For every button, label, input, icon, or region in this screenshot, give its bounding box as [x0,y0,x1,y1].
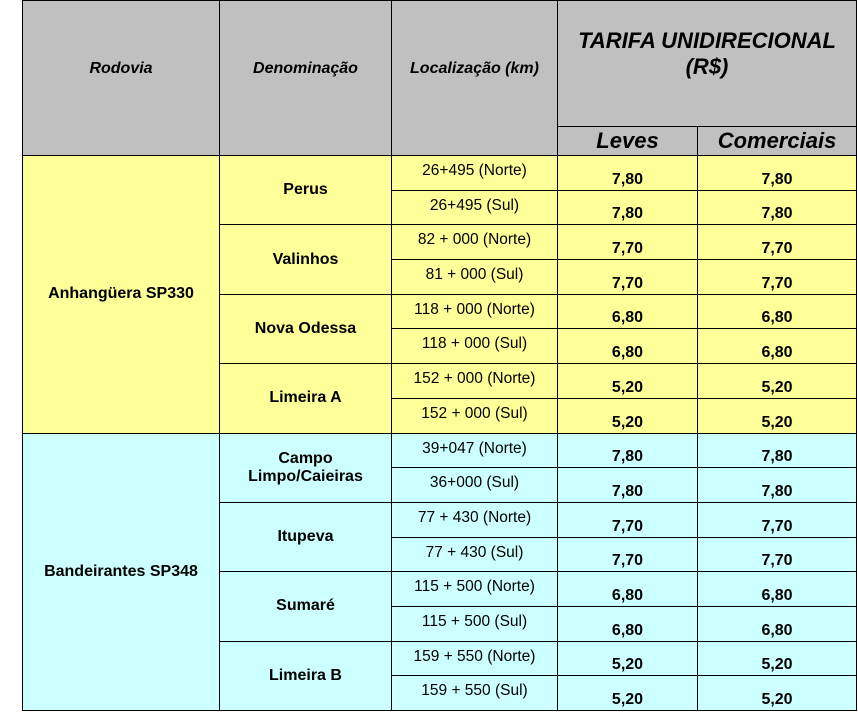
tarifa-comerciais-cell: 7,80 [698,190,857,225]
localizacao-cell: 36+000 (Sul) [392,468,558,503]
denominacao-cell: Perus [220,156,392,225]
tarifa-comerciais-cell: 7,80 [698,468,857,503]
localizacao-cell: 115 + 500 (Norte) [392,572,558,607]
tarifa-leves-cell: 6,80 [558,606,698,641]
denominacao-cell: Sumaré [220,572,392,641]
tarifa-comerciais-cell: 7,70 [698,537,857,572]
header-rodovia: Rodovia [23,1,220,156]
tarifa-comerciais-cell: 7,70 [698,225,857,260]
table-body [23,156,857,711]
tarifa-leves-cell: 5,20 [558,364,698,399]
tarifa-comerciais-cell: 6,80 [698,572,857,607]
tarifa-leves-cell: 7,80 [558,190,698,225]
tarifa-leves-cell: 7,70 [558,260,698,295]
localizacao-cell: 152 + 000 (Norte) [392,364,558,399]
tarifa-comerciais-cell: 6,80 [698,606,857,641]
tarifa-leves-cell: 5,20 [558,398,698,433]
denominacao-cell: Itupeva [220,502,392,571]
header-tarifa-title: TARIFA UNIDIRECIONAL [578,27,836,53]
localizacao-cell: 26+495 (Sul) [392,190,558,225]
tarifa-comerciais-cell: 7,80 [698,156,857,191]
denominacao-cell: Campo Limpo/Caieiras [220,433,392,502]
localizacao-cell: 118 + 000 (Norte) [392,294,558,329]
tarifa-leves-cell: 7,70 [558,502,698,537]
table-row [23,156,857,191]
rodovia-cell: Anhangüera SP330 [23,156,220,434]
tarifa-comerciais-cell: 7,80 [698,433,857,468]
header-row [23,1,857,127]
header-leves: Leves [558,127,698,156]
denominacao-cell: Limeira A [220,364,392,433]
tarifa-leves-cell: 7,70 [558,537,698,572]
tarifa-leves-cell: 5,20 [558,676,698,711]
header-denominacao: Denominação [220,1,392,156]
tarifa-leves-cell: 7,80 [558,468,698,503]
denominacao-cell: Valinhos [220,225,392,294]
tarifa-leves-cell: 7,70 [558,225,698,260]
tarifa-comerciais-cell: 6,80 [698,294,857,329]
table-row [23,433,857,468]
tarifa-leves-cell: 6,80 [558,294,698,329]
tarifa-comerciais-cell: 7,70 [698,502,857,537]
tarifa-comerciais-cell: 5,20 [698,364,857,399]
tarifa-leves-cell: 7,80 [558,156,698,191]
tarifa-comerciais-cell: 5,20 [698,641,857,676]
tarifa-comerciais-cell: 5,20 [698,676,857,711]
localizacao-cell: 118 + 000 (Sul) [392,329,558,364]
tarifa-comerciais-cell: 7,70 [698,260,857,295]
toll-rate-table [22,0,857,711]
localizacao-cell: 77 + 430 (Norte) [392,502,558,537]
localizacao-cell: 152 + 000 (Sul) [392,398,558,433]
header-comerciais: Comerciais [698,127,857,156]
localizacao-cell: 82 + 000 (Norte) [392,225,558,260]
header-tarifa-unidirecional [558,1,857,127]
header-localizacao: Localização (km) [392,1,558,156]
tarifa-leves-cell: 5,20 [558,641,698,676]
localizacao-cell: 115 + 500 (Sul) [392,606,558,641]
tarifa-leves-cell: 7,80 [558,433,698,468]
tarifa-leves-cell: 6,80 [558,329,698,364]
tarifa-comerciais-cell: 5,20 [698,398,857,433]
tarifa-leves-cell: 6,80 [558,572,698,607]
localizacao-cell: 39+047 (Norte) [392,433,558,468]
localizacao-cell: 77 + 430 (Sul) [392,537,558,572]
localizacao-cell: 159 + 550 (Sul) [392,676,558,711]
tarifa-comerciais-cell: 6,80 [698,329,857,364]
localizacao-cell: 159 + 550 (Norte) [392,641,558,676]
denominacao-cell: Nova Odessa [220,294,392,363]
localizacao-cell: 26+495 (Norte) [392,156,558,191]
header-tarifa-currency: (R$) [685,53,729,79]
denominacao-cell: Limeira B [220,641,392,710]
localizacao-cell: 81 + 000 (Sul) [392,260,558,295]
rodovia-cell: Bandeirantes SP348 [23,433,220,711]
table-header [23,1,857,156]
